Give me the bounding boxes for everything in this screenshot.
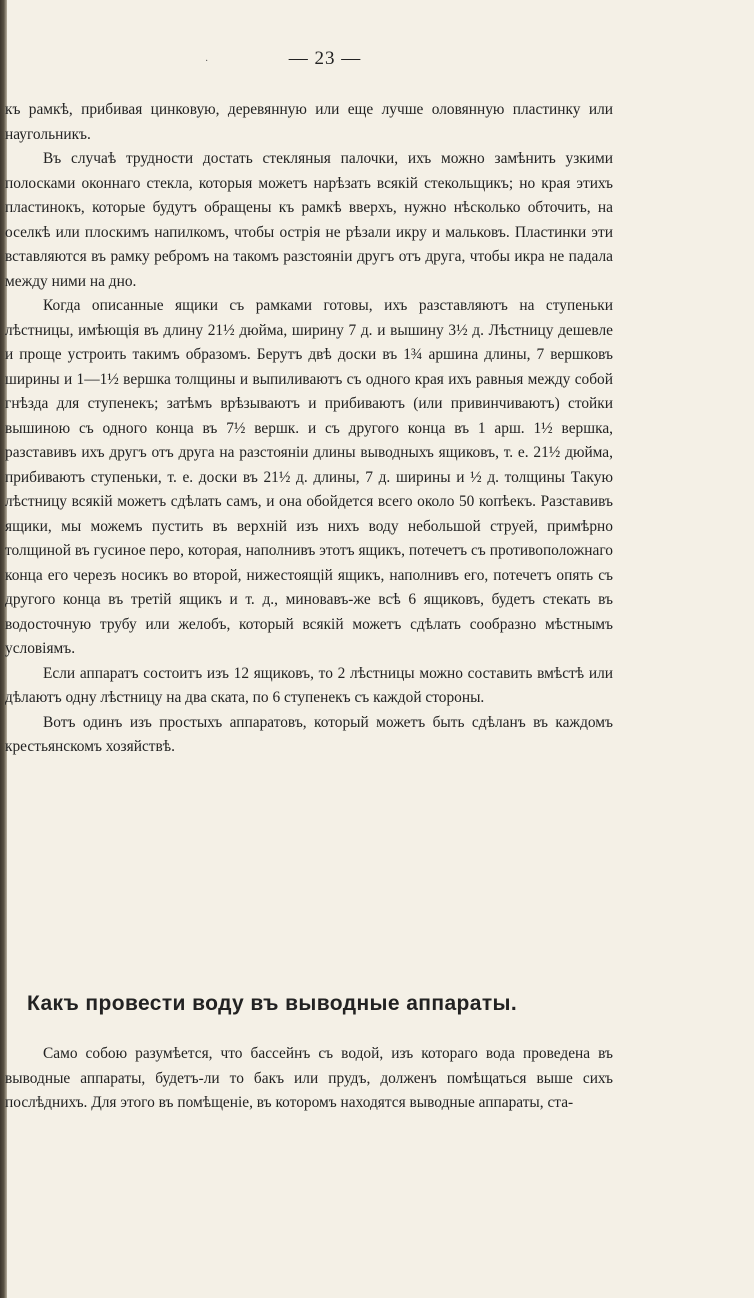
paragraph-1: къ рамкѣ, прибивая цинковую, деревянную или еще лучше оловянную пластинку или наугольникъ. [5,101,613,143]
body-text-section-2 [5,1042,613,1116]
paragraph-5: Вотъ одинъ изъ простыхъ аппаратовъ, который можетъ быть сдѣланъ въ каждомъ крестьянскомъ хозяйствѣ. [5,713,613,755]
paragraph-2: Въ случаѣ трудности достать стекляныя палочки, ихъ можно замѣнить узкими полосками оконнаго стекла, которыя можетъ нарѣзать всякій стекольщикъ; но края этихъ пластинокъ, которые будутъ обращены къ рамкѣ вверхъ, нужно нѣсколько обточить, на оселкѣ или плоскимъ напилкомъ, чтобы острія не рѣзали икру и мальковъ. Пластинки эти вставляются въ рамку ребромъ на такомъ разстояніи другъ отъ друга, чтобы икра не падала между ними на дно. [5,150,613,290]
stray-mark: · [205,56,209,67]
paragraph-6: Само собою разумѣется, что бассейнъ съ водой, изъ котораго вода проведена въ выводные аппараты, будетъ-ли то бакъ или прудъ, долженъ помѣщаться выше сихъ послѣднихъ. Для этого въ помѣщеніе, въ которомъ находятся выводные аппараты, ста- [5,1045,613,1111]
paragraph-4: Если аппаратъ состоитъ изъ 12 ящиковъ, то 2 лѣстницы можно составить вмѣстѣ или дѣлаютъ одну лѣстницу на два ската, по 6 ступенекъ съ каждой стороны. [5,664,613,706]
page-number: — 23 — [288,48,362,69]
document-page [5,0,615,1298]
body-text-section-1 [5,98,613,760]
paragraph-3: Когда описанные ящики съ рамками готовы, ихъ разставляютъ на ступеньки лѣстницы, имѣющія въ длину 21½ дюйма, ширину 7 д. и вышину 3½ д. Лѣстницу дешевле и проще устроить такимъ образомъ. Берутъ двѣ доски въ 1¾ аршина длины, 7 вершковъ ширины и 1—1½ вершка толщины и выпиливаютъ съ одного края ихъ равныя между собой гнѣзда для ступенекъ; затѣмъ врѣзываютъ и прибиваютъ (или привинчиваютъ) стойки вышиною съ одного конца въ 7½ вершк. и съ другого конца въ 1 арш. 1½ вершка, разставивъ ихъ другъ отъ друга на разстояніи длины выводныхъ ящиковъ, т. е. 21½ дюйма, прибиваютъ ступеньки, т. е. доски въ 21½ д. длины, 7 д. ширины и ½ д. толщины Такую лѣстницу всякій можетъ сдѣлать самъ, и она обойдется всего около 50 копѣекъ. Разставивъ ящики, мы можемъ пустить въ верхній изъ нихъ воду небольшой струей, примѣрно толщиной въ гусиное перо, которая, наполнивъ этотъ ящикъ, потечетъ съ противоположнаго конца его черезъ носикъ во второй, нижестоящій ящикъ, наполнивъ его, потечетъ опять съ другого конца въ третій ящикъ и т. д., миновавъ-же всѣ 6 ящиковъ, будетъ стекать въ водосточную трубу или желобъ, который всякій можетъ сдѣлать сообразно мѣстнымъ условіямъ. [5,297,613,657]
section-heading: Какъ провести воду въ выводные аппараты. [27,992,518,1015]
